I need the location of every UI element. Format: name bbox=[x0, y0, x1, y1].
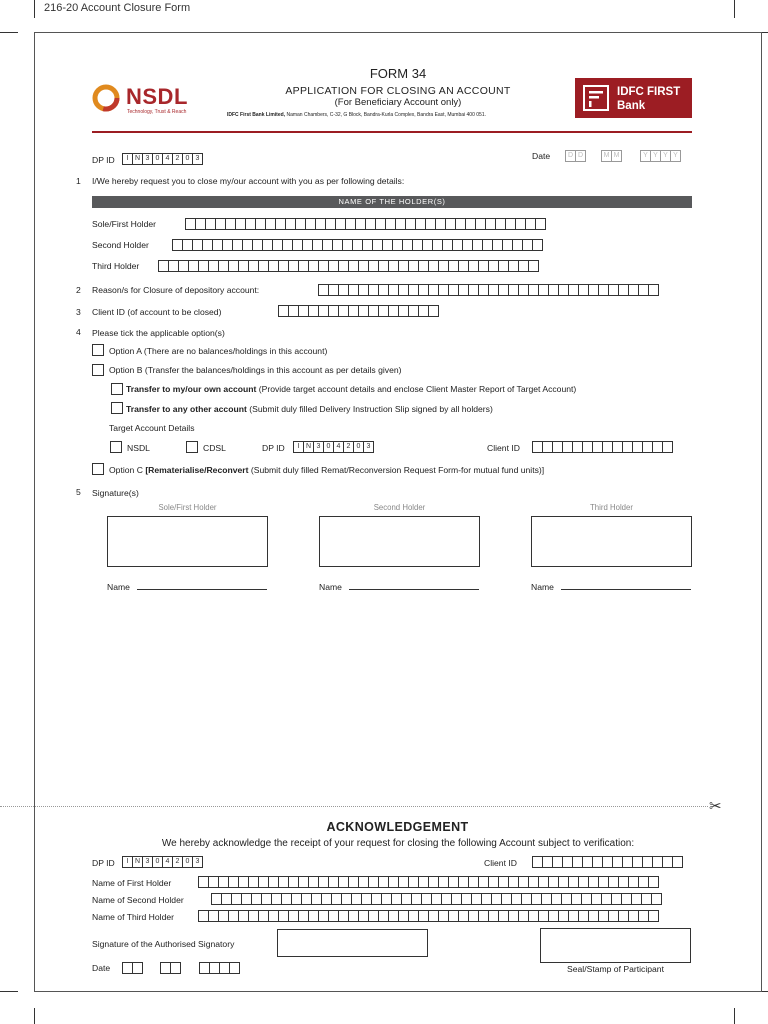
nsdl-logo bbox=[92, 84, 124, 117]
dp-id-cell: 3 bbox=[142, 153, 153, 165]
target-dp-id-label: DP ID bbox=[262, 443, 285, 453]
dp-id-cell: N bbox=[132, 856, 143, 868]
dp-id-cell: 3 bbox=[313, 441, 324, 453]
form-address bbox=[227, 112, 486, 118]
dp-id-cell: 0 bbox=[353, 441, 364, 453]
other-account-description: (Submit duly filled Delivery Instruction Slip signed by all holders) bbox=[249, 404, 493, 414]
dp-id-cell: 2 bbox=[172, 153, 183, 165]
dp-id-cell: 0 bbox=[152, 856, 163, 868]
crop-mark bbox=[34, 1008, 35, 1024]
dp-id-cell: I bbox=[122, 153, 133, 165]
option-c-checkbox[interactable] bbox=[92, 463, 104, 475]
date-cell: M bbox=[601, 150, 612, 162]
own-account-text bbox=[126, 384, 576, 394]
idfc-line2: Bank bbox=[617, 100, 646, 112]
cdsl-checkbox[interactable] bbox=[186, 441, 198, 453]
date-cell: M bbox=[611, 150, 622, 162]
closure-reason-field[interactable] bbox=[318, 284, 658, 296]
ack-signature-box[interactable] bbox=[277, 929, 428, 957]
dp-id-cell: 3 bbox=[142, 856, 153, 868]
seal-stamp-box[interactable] bbox=[540, 928, 691, 963]
name-line-3[interactable] bbox=[561, 589, 691, 590]
crop-mark bbox=[734, 0, 735, 18]
form-number: FORM 34 bbox=[369, 66, 427, 81]
dp-id-cell: 2 bbox=[343, 441, 354, 453]
other-account-label: Transfer to any other account bbox=[126, 404, 247, 414]
dp-id-field[interactable] bbox=[122, 153, 202, 165]
char-cell bbox=[662, 441, 673, 453]
char-cell bbox=[535, 218, 546, 230]
second-holder-label: Second Holder bbox=[92, 240, 149, 250]
ack-first-holder-field[interactable] bbox=[198, 876, 658, 888]
own-account-checkbox[interactable] bbox=[111, 383, 123, 395]
char-cell bbox=[672, 856, 683, 868]
dp-id-cell: 0 bbox=[152, 153, 163, 165]
idfc-line1: IDFC FIRST bbox=[617, 86, 681, 98]
idfc-emblem-icon bbox=[583, 85, 609, 111]
option-b-checkbox[interactable] bbox=[92, 364, 104, 376]
dp-id-cell: 3 bbox=[363, 441, 374, 453]
date-month-field[interactable] bbox=[601, 150, 621, 162]
section-1-text: I/We hereby request you to close my/our account with you as per following details: bbox=[92, 176, 405, 186]
section-1-number: 1 bbox=[76, 176, 81, 186]
char-cell bbox=[229, 962, 240, 974]
address-bank-name: IDFC First Bank Limited, bbox=[227, 112, 286, 118]
char-cell bbox=[132, 962, 143, 974]
char-cell bbox=[528, 260, 539, 272]
date-cell: Y bbox=[660, 150, 671, 162]
section-3-number: 3 bbox=[76, 307, 81, 317]
dp-id-cell: 4 bbox=[333, 441, 344, 453]
crop-mark bbox=[0, 32, 18, 33]
other-account-checkbox[interactable] bbox=[111, 402, 123, 414]
option-a-description: (There are no balances/holdings in this account) bbox=[143, 346, 328, 356]
third-holder-label: Third Holder bbox=[92, 261, 140, 271]
closure-reason-label: Reason/s for Closure of depository account: bbox=[92, 285, 260, 295]
document-header: 216-20 Account Closure Form bbox=[44, 2, 191, 14]
nsdl-tagline: Technology, Trust & Reach bbox=[127, 109, 187, 115]
header-divider bbox=[92, 131, 692, 133]
char-cell bbox=[532, 239, 543, 251]
dp-id-label: DP ID bbox=[92, 155, 115, 165]
dp-id-cell: N bbox=[303, 441, 314, 453]
nsdl-label: NSDL bbox=[127, 443, 150, 453]
client-id-label-text: Client ID bbox=[92, 307, 125, 317]
char-cell bbox=[648, 910, 659, 922]
target-dp-id-field[interactable] bbox=[293, 441, 373, 453]
name-label-3: Name bbox=[531, 582, 554, 592]
address-text: Naman Chambers, C-32, G Block, Bandra-Kurla Complex, Bandra East, Mumbai 400 051. bbox=[286, 112, 486, 118]
dp-id-cell: I bbox=[122, 856, 133, 868]
dp-id-cell: 3 bbox=[192, 153, 203, 165]
ack-client-id-field[interactable] bbox=[532, 856, 682, 868]
dp-id-cell: N bbox=[132, 153, 143, 165]
cut-line bbox=[0, 806, 708, 807]
date-year-field[interactable] bbox=[640, 150, 680, 162]
signatures-label: Signature(s) bbox=[92, 488, 139, 498]
client-id-label bbox=[92, 307, 221, 317]
option-c-label: Option C bbox=[109, 465, 143, 475]
target-client-id-field[interactable] bbox=[532, 441, 672, 453]
ack-date-month-field[interactable] bbox=[160, 962, 180, 974]
crop-mark bbox=[34, 0, 35, 18]
section-5-number: 5 bbox=[76, 487, 81, 497]
ack-signature-label: Signature of the Authorised Signatory bbox=[92, 939, 235, 949]
sig-second-holder-box[interactable] bbox=[319, 516, 480, 567]
client-id-field[interactable] bbox=[278, 305, 438, 317]
ack-third-holder-label: Name of Third Holder bbox=[92, 912, 174, 922]
second-holder-field[interactable] bbox=[172, 239, 542, 251]
name-line-2[interactable] bbox=[349, 589, 479, 590]
form-title: APPLICATION FOR CLOSING AN ACCOUNT bbox=[285, 85, 511, 97]
option-c-description: (Submit duly filled Remat/Reconversion Request Form-for mutual fund units)] bbox=[250, 465, 545, 475]
dp-id-cell: 4 bbox=[162, 153, 173, 165]
dp-id-cell: 4 bbox=[162, 856, 173, 868]
idfc-logo bbox=[575, 78, 692, 118]
nsdl-checkbox[interactable] bbox=[110, 441, 122, 453]
cdsl-label: CDSL bbox=[203, 443, 226, 453]
section-2-number: 2 bbox=[76, 285, 81, 295]
ack-text: We hereby acknowledge the receipt of your request for closing the following Account subject to verification: bbox=[161, 838, 635, 849]
dp-id-cell: I bbox=[293, 441, 304, 453]
seal-stamp-label: Seal/Stamp of Participant bbox=[567, 964, 664, 974]
name-label-1: Name bbox=[107, 582, 130, 592]
dp-id-cell: 0 bbox=[323, 441, 334, 453]
holder-names-bar: NAME OF THE HOLDER(S) bbox=[92, 196, 692, 208]
sig-third-holder-box[interactable] bbox=[531, 516, 692, 567]
ack-second-holder-field[interactable] bbox=[211, 893, 661, 905]
name-line-1[interactable] bbox=[137, 589, 267, 590]
ack-third-holder-field[interactable] bbox=[198, 910, 658, 922]
ack-client-id-label: Client ID bbox=[484, 858, 517, 868]
first-holder-field[interactable] bbox=[185, 218, 545, 230]
other-account-text bbox=[126, 404, 493, 414]
char-cell bbox=[648, 284, 659, 296]
char-cell bbox=[170, 962, 181, 974]
sig-first-holder-box[interactable] bbox=[107, 516, 268, 567]
char-cell bbox=[651, 893, 662, 905]
option-b-label: Option B bbox=[109, 365, 143, 375]
dp-id-cell: 0 bbox=[182, 153, 193, 165]
nsdl-name: NSDL bbox=[126, 84, 188, 109]
dp-id-cell: 3 bbox=[192, 856, 203, 868]
sig-first-holder-label: Sole/First Holder bbox=[158, 503, 217, 512]
scissors-icon: ✂ bbox=[709, 798, 722, 815]
own-account-label: Transfer to my/our own account bbox=[126, 384, 257, 394]
section-4-number: 4 bbox=[76, 327, 81, 337]
own-account-description: (Provide target account details and enclose Client Master Report of Target Account) bbox=[258, 384, 577, 394]
date-cell: D bbox=[575, 150, 586, 162]
option-c-bold: [Rematerialise/Reconvert bbox=[145, 465, 249, 475]
date-label: Date bbox=[532, 151, 551, 161]
ack-date-year-field[interactable] bbox=[199, 962, 239, 974]
third-holder-field[interactable] bbox=[158, 260, 538, 272]
nsdl-swirl-icon bbox=[92, 84, 124, 112]
client-id-note: (of account to be closed) bbox=[127, 307, 222, 317]
ack-title: ACKNOWLEDGEMENT bbox=[326, 820, 469, 834]
date-cell: Y bbox=[650, 150, 661, 162]
date-day-field[interactable] bbox=[565, 150, 585, 162]
option-a-checkbox[interactable] bbox=[92, 344, 104, 356]
ack-second-holder-label: Name of Second Holder bbox=[92, 895, 184, 905]
option-c-text bbox=[109, 465, 544, 475]
date-cell: D bbox=[565, 150, 576, 162]
date-cell: Y bbox=[640, 150, 651, 162]
dp-id-cell: 0 bbox=[182, 856, 193, 868]
first-holder-label: Sole/First Holder bbox=[92, 219, 156, 229]
option-b-text bbox=[109, 365, 402, 375]
ack-date-day-field[interactable] bbox=[122, 962, 142, 974]
form-subtitle: (For Beneficiary Account only) bbox=[334, 97, 462, 108]
dp-id-cell: 2 bbox=[172, 856, 183, 868]
target-client-id-label: Client ID bbox=[487, 443, 520, 453]
option-b-description: (Transfer the balances/holdings in this account as per details given) bbox=[144, 365, 402, 375]
name-label-2: Name bbox=[319, 582, 342, 592]
sig-third-holder-label: Third Holder bbox=[590, 503, 633, 512]
char-cell bbox=[428, 305, 439, 317]
crop-mark bbox=[0, 991, 18, 992]
crop-mark bbox=[734, 1008, 735, 1024]
ack-dp-id-label: DP ID bbox=[92, 858, 115, 868]
ack-date-label: Date bbox=[92, 963, 111, 973]
target-account-label: Target Account Details bbox=[109, 423, 195, 433]
char-cell bbox=[648, 876, 659, 888]
option-a-text bbox=[109, 346, 327, 356]
ack-dp-id-field[interactable] bbox=[122, 856, 202, 868]
option-a-label: Option A bbox=[109, 346, 142, 356]
sig-second-holder-label: Second Holder bbox=[373, 503, 426, 512]
date-cell: Y bbox=[670, 150, 681, 162]
options-label: Please tick the applicable option(s) bbox=[92, 328, 225, 338]
ack-first-holder-label: Name of First Holder bbox=[92, 878, 172, 888]
